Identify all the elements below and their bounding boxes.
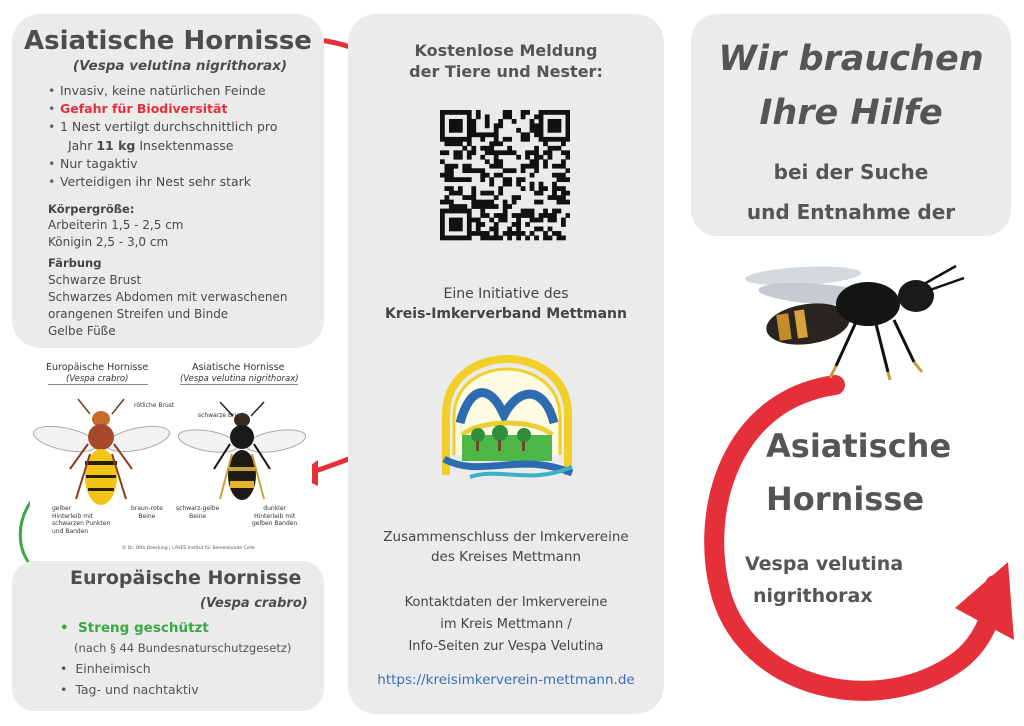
day-night-active-item: • Tag- und nachtaktiv [60, 682, 199, 697]
list-item: • 1 Nest vertilgt durchschnittlich pro Jahr 11 kg Insektenmasse [48, 118, 308, 154]
list-item: • Invasiv, keine natürlichen Feinde [48, 82, 308, 100]
size-worker: Arbeiterin 1,5 - 2,5 cm [48, 218, 184, 232]
asian-hornet-facts-list [48, 82, 308, 191]
diagram-left-name: Europäische Hornisse [46, 362, 149, 373]
diagram-right-name: Asiatische Hornisse [192, 362, 285, 373]
label-blackyellow-legs: schwarz-gelbe Beine [176, 505, 220, 520]
strictly-protected: • Streng geschützt [60, 620, 209, 636]
label-left-abdomen: gelber Hinterleib mit schwarzen Punkten und Banden [52, 505, 111, 535]
divider [48, 384, 148, 385]
divider [180, 384, 298, 385]
size-queen: Königin 2,5 - 3,0 cm [48, 235, 169, 249]
coloration-line-4: Gelbe Füße [48, 324, 116, 338]
european-hornet-title: Europäische Hornisse [70, 567, 302, 589]
coloration-line-3: orangenen Streifen und Binde [48, 307, 229, 321]
label-red-chest: rötliche Brust [134, 402, 175, 409]
asian-hornet-scientific-name: (Vespa velutina nigrithorax) [72, 58, 288, 74]
label-dark-abdomen: dunkler Hinterleib mit gelben Banden [252, 505, 298, 527]
union-text: Zusammenschluss der Imkervereine des Kreises Mettmann [383, 529, 629, 565]
body-size-heading: Körpergröße: [48, 202, 135, 216]
diagram-right-sci: (Vespa velutina nigrithorax) [180, 374, 299, 384]
list-item: • Nur tagaktiv [48, 155, 308, 173]
coloration-line-2: Schwarzes Abdomen mit verwaschenen [48, 290, 288, 304]
european-hornet-illustration [31, 399, 171, 505]
hero-scientific-name: Vespa velutina nigrithorax [745, 553, 904, 607]
list-item: • Gefahr für Biodiversität [48, 100, 308, 118]
hornet-comparison-diagram [30, 355, 312, 557]
list-item: • Verteidigen ihr Nest sehr stark [48, 173, 308, 191]
asian-hornet-title: Asiatische Hornisse [24, 26, 312, 56]
diagram-credit: © Dr. Otto Boecking | LAVES Institut für Bienenkunde Celle [122, 546, 255, 551]
qr-code[interactable] [440, 110, 570, 244]
label-brown-legs: braun-rote Beine [131, 505, 163, 520]
european-hornet-scientific-name: (Vespa crabro) [200, 596, 308, 611]
website-link[interactable]: https://kreisimkerverein-mettmann.de [377, 672, 635, 688]
asian-hornet-photo [738, 262, 968, 382]
beekeeper-association-logo [440, 355, 575, 485]
contact-text: Kontaktdaten der Imkervereine im Kreis Mettmann / Info-Seiten zur Vespa Velutina [404, 595, 608, 654]
help-heading: Wir brauchen Ihre Hilfe [718, 39, 984, 133]
help-subtext: bei der Suche und Entnahme der [746, 160, 956, 224]
coloration-heading: Färbung [48, 256, 102, 270]
label-black-chest: schwarze Brust [198, 412, 244, 419]
coloration-line-1: Schwarze Brust [48, 273, 142, 287]
diagram-left-sci: (Vespa crabro) [66, 374, 129, 384]
native-item: • Einheimisch [60, 661, 151, 676]
protection-law-note: (nach § 44 Bundesnaturschutzgesetz) [74, 641, 292, 655]
hero-title: Asiatische Hornisse [766, 427, 952, 518]
initiative-text: Eine Initiative des Kreis-Imkerverband Mettmann [385, 286, 627, 322]
report-heading: Kostenlose Meldung der Tiere und Nester: [409, 41, 603, 81]
